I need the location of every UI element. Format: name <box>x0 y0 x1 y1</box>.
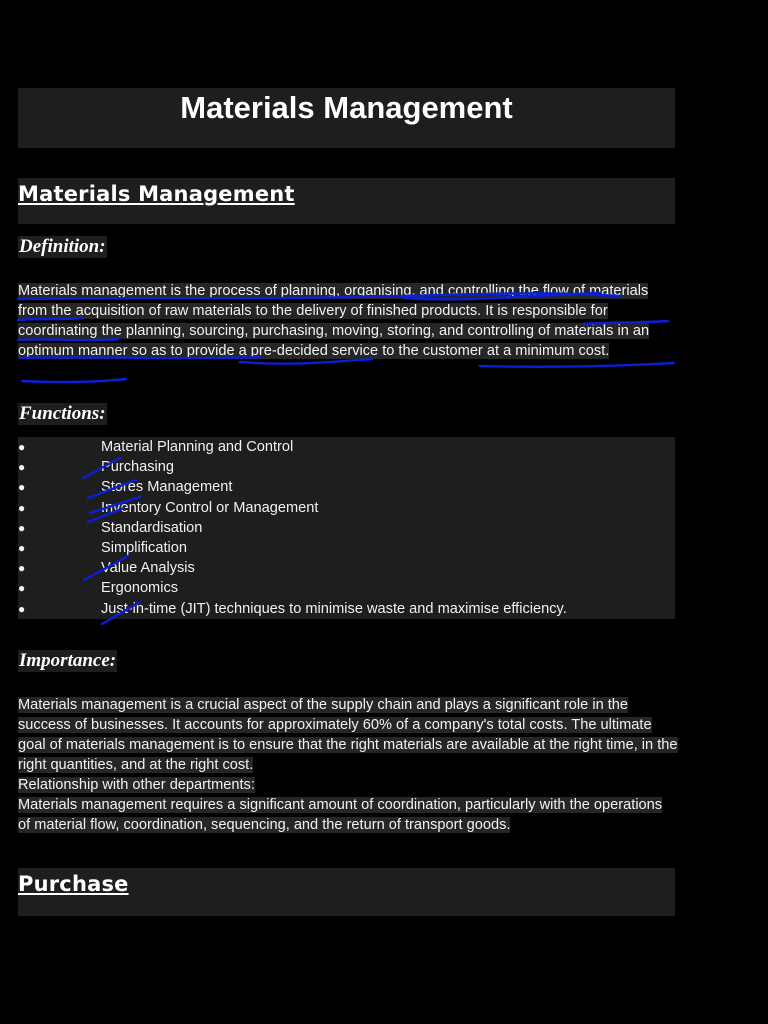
list-item <box>18 538 675 558</box>
ink-underline <box>22 379 126 382</box>
list-item-text: Stores Management <box>101 479 233 496</box>
list-item-text: Material Planning and Control <box>101 439 294 455</box>
definition-text: Materials management is the process of planning, organising, and controlling the flow of materials from the acquisition of raw materials to the delivery of finished products. It is responsible for coordinating the planning, sourcing, purchasing, moving, storing, and controlling of materials in an optimum manner so as to provide a pre-decided service to the customer at a minimum cost. <box>18 283 650 359</box>
list-item-text: Standardisation <box>101 519 203 536</box>
relationship-label: Relationship with other departments: <box>18 777 255 793</box>
bullet-icon: ● <box>18 460 26 475</box>
purchase-heading: Purchase <box>18 872 129 896</box>
importance-paragraph <box>18 695 678 835</box>
bullet-icon: ● <box>18 561 26 576</box>
list-item <box>18 457 675 477</box>
bullet-icon: ● <box>18 601 26 616</box>
list-item <box>18 498 675 518</box>
definition-label: Definition: <box>19 236 106 257</box>
list-item-text: Simplification <box>101 539 187 556</box>
importance-label: Importance: <box>19 650 117 671</box>
list-item <box>18 558 675 578</box>
list-item <box>18 477 675 497</box>
importance-text: Materials management is a crucial aspect of the supply chain and plays a significant role in the success of businesses. It accounts for approximately 60% of a company's total costs. The ultimate goal of materials management is to ensure that the right materials are available at the right time, in the right quantities, and at the right cost. <box>18 697 678 773</box>
list-item-text: Value Analysis <box>101 560 195 577</box>
list-item-text: Just-in-time (JIT) techniques to minimise waste and maximise efficiency. <box>101 600 567 617</box>
section-heading-bar <box>18 178 675 224</box>
list-item <box>18 437 675 457</box>
title-bar <box>18 88 675 148</box>
definition-paragraph <box>18 281 678 361</box>
bullet-icon: ● <box>18 440 26 454</box>
functions-list <box>18 437 675 619</box>
purchase-heading-bar <box>18 868 675 916</box>
functions-label: Functions: <box>19 403 106 424</box>
section-heading: Materials Management <box>18 182 295 206</box>
list-item <box>18 599 675 619</box>
list-item <box>18 518 675 538</box>
list-item <box>18 578 675 598</box>
bullet-icon: ● <box>18 520 26 535</box>
bullet-icon: ● <box>18 500 26 515</box>
relationship-text: Materials management requires a significant amount of coordination, particularly with the operations of material flow, coordination, sequencing, and the return of transport goods. <box>18 797 663 833</box>
list-item-text: Ergonomics <box>101 580 179 597</box>
bullet-icon: ● <box>18 581 26 596</box>
bullet-icon: ● <box>18 540 26 555</box>
page-title: Materials Management <box>180 90 513 125</box>
list-item-text: Inventory Control or Management <box>101 499 319 516</box>
list-item-text: Purchasing <box>101 459 175 476</box>
bullet-icon: ● <box>18 480 26 495</box>
ink-underline <box>480 363 674 367</box>
